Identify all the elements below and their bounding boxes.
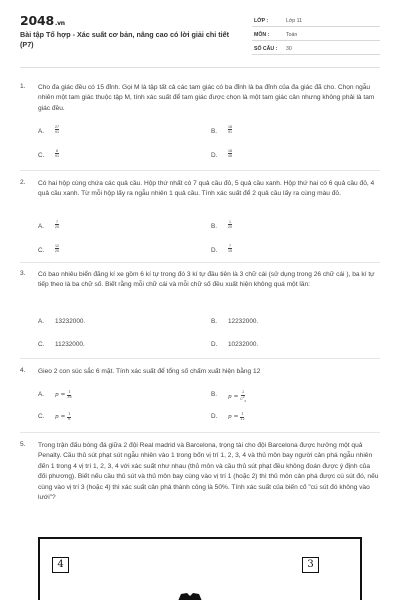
option-fraction <box>55 125 59 134</box>
expr-fraction <box>240 413 244 422</box>
question-text: Cho đa giác đều có 15 đỉnh. Gọi M là tập tất cả các tam giác có ba đỉnh là ba đỉnh của đa giác đã cho. Chọn ngẫu nhiên một tam giác thuộc tập M, tính xác suất để tam giác được chọn là một tam giác cân nhưng không phải là tam giác đều. <box>38 84 375 112</box>
goalkeeper-silhouette <box>178 593 202 600</box>
fraction-denominator: 12 <box>240 416 245 421</box>
option-label: C. <box>38 247 45 254</box>
option-label: D. <box>211 152 218 159</box>
meta-subject-row <box>252 28 380 41</box>
meta-subject-label: MÔN : <box>254 32 270 38</box>
question-divider <box>20 170 380 171</box>
fraction-numerator: 2 <box>242 390 245 394</box>
expr-fraction <box>67 391 71 400</box>
document-title: Bài tập Tổ hợp - Xác suất cơ bản, nâng cao có lời giải chi tiết (P7) <box>20 30 230 49</box>
fraction-denominator: 15 <box>228 249 232 254</box>
meta-count-label: SỐ CÂU : <box>254 46 278 52</box>
document-header <box>0 0 400 62</box>
question-number: 5. <box>20 441 26 448</box>
fraction-numerator: 18 <box>228 149 232 153</box>
fraction-denominator: 36 <box>67 394 72 399</box>
expr-variable: p <box>228 394 232 401</box>
option-label: A. <box>38 128 45 135</box>
option-label: B. <box>211 318 218 325</box>
option-label: C. <box>38 413 45 420</box>
fraction-denominator: 20 <box>55 225 59 230</box>
fraction-denominator: 45 <box>228 154 232 159</box>
option-label: B. <box>211 223 218 230</box>
fraction-numerator: 8 <box>56 149 58 153</box>
question-divider <box>20 358 380 359</box>
combination-symbol: C <box>240 397 243 402</box>
option-fraction <box>228 149 232 158</box>
option-label: C. <box>38 152 45 159</box>
option-value: 12232000. <box>228 318 259 325</box>
option-label: D. <box>211 341 218 348</box>
question-divider <box>20 262 380 263</box>
logo-main: 2048 <box>20 13 54 28</box>
question-number: 4. <box>20 367 26 374</box>
option-label: A. <box>38 223 45 230</box>
expr-fraction <box>240 391 246 403</box>
fraction-denominator-combination <box>240 396 246 404</box>
option-expression <box>228 413 245 422</box>
question-number: 1. <box>20 83 26 90</box>
expr-equals: = <box>233 414 239 421</box>
fraction-numerator: 1 <box>229 220 231 224</box>
question-number: 2. <box>20 179 26 186</box>
question-text: Gieo 2 con súc sắc 6 mặt. Tính xác suất để tổng số chấm xuất hiện bằng 12 <box>38 368 261 375</box>
fraction-denominator: 20 <box>228 225 232 230</box>
fraction-numerator: 1 <box>68 412 71 416</box>
fraction-numerator: 7 <box>56 220 58 224</box>
option-fraction <box>55 149 59 158</box>
option-fraction <box>228 244 232 253</box>
option-value: 13232000. <box>55 318 86 325</box>
meta-subject-value: Toán <box>286 32 298 38</box>
header-divider <box>20 67 380 68</box>
question-text: Có hai hộp cùng chứa các quả cầu. Hộp thứ nhất có 7 quả cầu đỏ, 5 quả cầu xanh. Hộp thứ hai có 6 quả cầu đỏ, 4 quả cầu xanh. Từ mỗi hộp lấy ra ngẫu nhiên 1 quả cầu. Tính xác suất để 2 quả cầu lấy ra cùng màu đỏ. <box>38 180 375 198</box>
meta-class-label: LỚP : <box>254 18 269 24</box>
option-fraction <box>228 220 232 229</box>
fraction-denominator: 20 <box>55 249 59 254</box>
site-logo[interactable] <box>20 13 65 28</box>
expr-equals: = <box>233 394 239 401</box>
expr-equals: = <box>60 392 66 399</box>
option-fraction <box>228 125 232 134</box>
option-label: D. <box>211 413 218 420</box>
penalty-goal-figure <box>38 537 362 600</box>
question-text: Trong trận đấu bóng đá giữa 2 đội Real madrid và Barcelona, trọng tài cho đội Barcelona được hưởng một quả Penalty. Cầu thủ sút phạt sút ngẫu nhiên vào 1 trong bốn vị trí 1, 2, 3, 4 và thủ môn bay người cản phá ngẫu nhiên đến 1 trong 4 vị trí 1, 2, 3, 4 với xác suất như nhau (thủ môn và cầu thủ sút phạt đều không đoán được ý định của đối phương). Biết nếu cầu thủ sút và thủ môn bay cùng vào vị trí 1 (hoặc 2) thì thủ môn cản phá được cú sút đó, nếu cùng vào vị trí 3 (hoặc 4) thì xác suất cản phá thành công là 50%. Tính xác suất của biến cố "cú sút đó không vào lưới"? <box>38 442 379 502</box>
combination-superscript: 2 <box>242 395 245 399</box>
expr-equals: = <box>60 414 66 421</box>
question-number: 3. <box>20 270 26 277</box>
expr-variable: p <box>55 392 59 399</box>
expr-fraction <box>67 413 71 422</box>
question-text: Có bao nhiêu biển đăng kí xe gồm 6 kí tự trong đó 3 kí tự đầu tiên là 3 chữ cái (sử dụng trong 26 chữ cái ), ba kí tự tiếp theo là ba chữ số. Biết rằng mỗi chữ cái và mỗi chữ số đều xuất hiện không quá một lần: <box>38 271 375 289</box>
option-fraction <box>55 220 59 229</box>
goal-position-label-right: 3 <box>302 557 319 573</box>
option-label: A. <box>38 318 45 325</box>
meta-count-value: 30 <box>286 46 292 52</box>
option-label: B. <box>211 391 218 398</box>
option-label: C. <box>38 341 45 348</box>
question-divider <box>20 432 380 433</box>
fraction-numerator: 1 <box>68 390 71 394</box>
option-expression <box>55 413 71 422</box>
option-label: D. <box>211 247 218 254</box>
fraction-denominator: 91 <box>228 130 232 135</box>
fraction-numerator: 18 <box>228 125 232 129</box>
option-expression <box>228 391 246 403</box>
expr-variable: p <box>55 414 59 421</box>
logo-suffix: .vn <box>55 20 65 27</box>
fraction-numerator: 27 <box>55 125 59 129</box>
meta-class-row <box>252 14 380 27</box>
expr-variable: p <box>228 414 232 421</box>
goal-position-label-left: 4 <box>52 557 69 573</box>
fraction-numerator: 12 <box>55 244 59 248</box>
fraction-numerator: 7 <box>229 244 231 248</box>
meta-count-row <box>252 42 380 55</box>
option-label: A. <box>38 391 45 398</box>
fraction-denominator: 91 <box>55 154 59 159</box>
option-label: B. <box>211 128 218 135</box>
fraction-denominator: 91 <box>55 130 59 135</box>
option-value: 11232000. <box>55 341 85 348</box>
option-fraction <box>55 244 59 253</box>
option-value: 10232000. <box>228 341 259 348</box>
combination-subscript: 6 <box>244 399 247 403</box>
meta-class-value: Lớp 11 <box>286 18 302 24</box>
fraction-denominator: 6 <box>68 416 71 421</box>
option-expression <box>55 391 72 400</box>
fraction-numerator: 1 <box>241 412 244 416</box>
